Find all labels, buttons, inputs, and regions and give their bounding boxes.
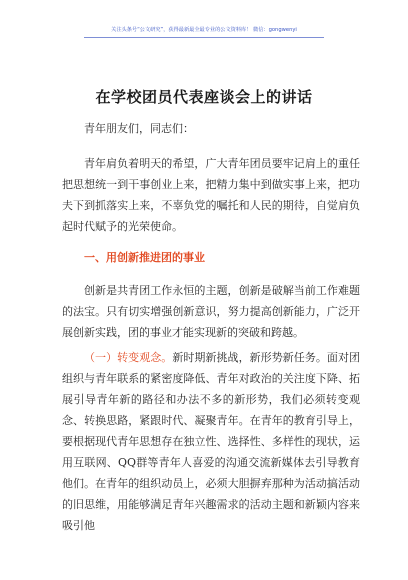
header-banner: 关注头条号“公文研究”，获得最新最全最专业的公文资料库！ 微信：gongwenyi xyxy=(111,27,297,33)
document-body xyxy=(62,118,360,540)
paragraph-2: 创新是共青团工作永恒的主题，创新是破解当前工作难题的法宝。只有切实增强创新意识，努力提高创新能力，广泛开展创新实践，团的事业才能实现新的突破和跨越。 xyxy=(62,284,360,339)
banner-divider xyxy=(84,37,324,38)
document-title: 在学校团员代表座谈会上的讲话 xyxy=(95,88,313,106)
subsection-label: （一）转变观念。 xyxy=(84,351,173,364)
paragraph-3 xyxy=(62,347,360,536)
greeting: 青年朋友们，同志们： xyxy=(84,122,194,135)
paragraph-3-text: 新时期新挑战，新形势新任务。面对团组织与青年联系的紧密度降低、青年对政治的关注度下降、拓展引导青年新的路径和办法不多的新形势，我们必须转变观念、转换思路，紧跟时代、凝聚青年。在青年的教育引导上，要根据现代青年思想存在独立性、选择性、多样性的现状，运用互联网、QQ群等青年人喜爱的沟通交流新媒体去引导教育他们。在青年的组织动员上，必须大胆摒弃那种为活动搞活动的旧思维，用能够满足青年兴趣需求的活动主题和新颖内容来吸引他 xyxy=(62,351,361,532)
paragraph-1: 青年肩负着明天的希望，广大青年团员要牢记肩上的重任把思想统一到干事创业上来，把精力集中到做实事上来，把功夫下到抓落实上来，不辜负党的嘱托和人民的期待，自觉肩负起时代赋予的光荣使命。 xyxy=(62,157,360,233)
section-heading-1: 一、用创新推进团的事业 xyxy=(84,251,205,264)
